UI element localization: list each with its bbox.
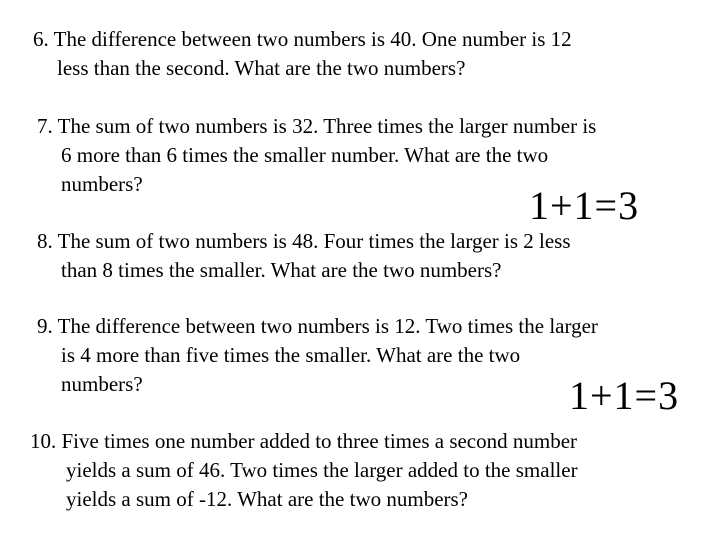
problem-9-line-3: numbers? bbox=[61, 372, 143, 396]
problem-9 bbox=[37, 312, 598, 399]
problem-10 bbox=[30, 427, 578, 514]
problem-10-line-2: yields a sum of 46. Two times the larger added to the smaller bbox=[66, 458, 578, 482]
problem-7 bbox=[37, 112, 596, 199]
problem-9-line-1: 9. The difference between two numbers is 12. Two times the larger bbox=[37, 314, 598, 338]
problem-8-line-1: 8. The sum of two numbers is 48. Four times the larger is 2 less bbox=[37, 229, 571, 253]
problem-6-line-1: 6. The difference between two numbers is 40. One number is 12 bbox=[33, 27, 572, 51]
problem-8 bbox=[37, 227, 571, 285]
problem-10-line-3: yields a sum of -12. What are the two numbers? bbox=[66, 487, 469, 511]
problem-6 bbox=[33, 25, 572, 83]
problem-7-line-1: 7. The sum of two numbers is 32. Three times the larger number is bbox=[37, 114, 597, 138]
equation-graphic: 1+1=3 bbox=[529, 183, 640, 228]
problem-7-line-2: 6 more than 6 times the smaller number. What are the two bbox=[61, 143, 549, 167]
problem-6-line-2: less than the second. What are the two numbers? bbox=[57, 56, 466, 80]
problem-7-line-3: numbers? bbox=[61, 172, 143, 196]
problem-8-line-2: than 8 times the smaller. What are the two numbers? bbox=[61, 258, 502, 282]
problem-10-line-1: 10. Five times one number added to three times a second number bbox=[30, 429, 578, 453]
problem-9-line-2: is 4 more than five times the smaller. What are the two bbox=[61, 343, 521, 367]
equation-graphic: 1+1=3 bbox=[569, 373, 680, 418]
